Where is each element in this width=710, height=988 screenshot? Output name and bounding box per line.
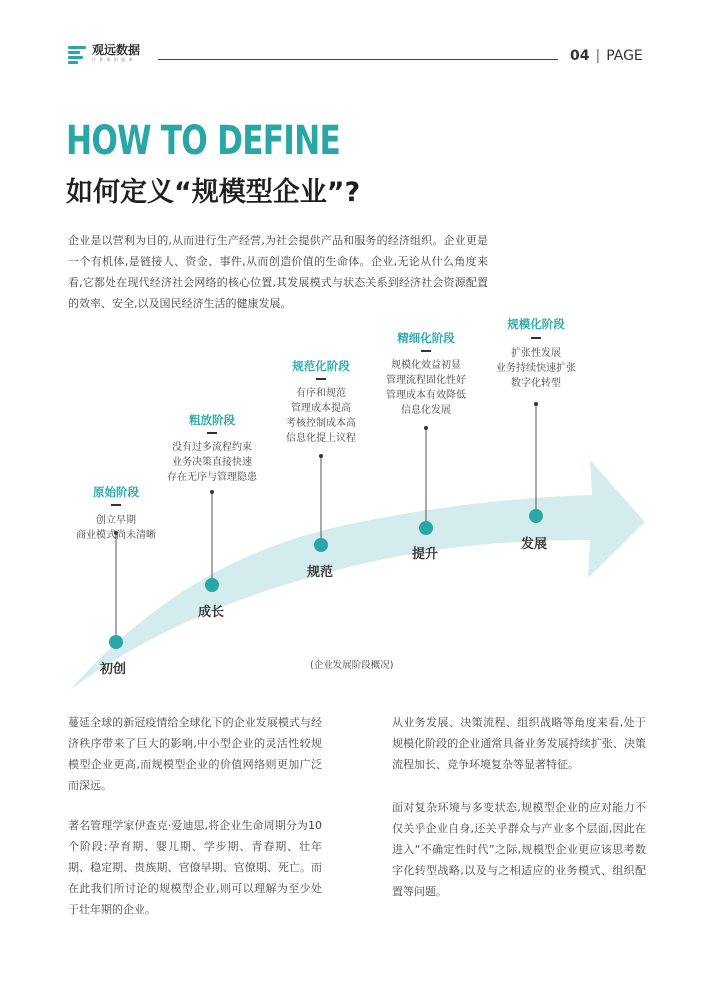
- stage-desc-1: [56, 513, 176, 543]
- stage-dash-4: [421, 350, 431, 352]
- page-separator: |: [595, 48, 601, 64]
- stage-title-4: 精细化阶段: [397, 331, 455, 345]
- stage-marker-1: [109, 635, 123, 649]
- stage-marker-3: [314, 538, 328, 552]
- stage-desc-line: 业务持续快速扩张: [496, 363, 576, 374]
- page-word: PAGE: [606, 48, 643, 64]
- stage-desc-line: 存在无序与管理隐患: [167, 472, 257, 483]
- english-title: HOW TO DEFINE: [66, 118, 340, 164]
- stage-dash-2: [207, 432, 217, 434]
- body-right-paragraph-2: 面对复杂环境与多变状态,规模型企业的应对能力不仅关乎企业自身,还关乎群众与产业多个层面,因此在进入“不确定性时代”之际,规模型企业更应该思考数字化转型战略,以及与之相适应的业务模式、组织配置等问题。: [392, 801, 646, 898]
- connector-dot-2: [210, 490, 214, 494]
- stage-desc-line: 没有过多流程约束: [172, 442, 252, 453]
- point-label-4: 提升: [412, 547, 439, 562]
- brand-slogan: 让 业 务 用 起 来: [92, 57, 134, 62]
- body-left-paragraph-2: 著名管理学家伊查克·爱迪思,将企业生命周期分为10个阶段:孕育期、婴儿期、学步期、青春期、壮年期、稳定期、贵族期、官僚早期、官僚期、死亡。而在此我们所讨论的规模型企业,则可以理解为至少处于壮年期的企业。: [68, 819, 322, 916]
- page-number: 04: [570, 48, 590, 64]
- stage-desc-2: [147, 440, 277, 485]
- connector-dot-4: [424, 426, 428, 430]
- diagram-caption: (企业发展阶段概况): [310, 660, 394, 671]
- stage-desc-line: 商业模式尚未清晰: [76, 530, 156, 541]
- stage-dash-3: [316, 378, 326, 380]
- growth-arrow-shape: [70, 460, 645, 690]
- stage-title-5: 规模化阶段: [507, 317, 565, 331]
- stage-desc-5: [471, 346, 601, 391]
- stage-marker-2: [205, 578, 219, 592]
- intro-paragraph: 企业是以营利为目的,从而进行生产经营,为社会提供产品和服务的经济组织。企业更是一个有机体,是链接人、资金、事件,从而创造价值的生命体。企业,无论从什么角度来看,它都处在现代经济社会网络的核心位置,其发展模式与状态关系到经济社会资源配置的效率、安全,以及国民经济生活的健康发展。: [68, 234, 488, 310]
- brand-name: 观远数据: [92, 43, 141, 57]
- point-label-2: 成长: [198, 605, 225, 620]
- stage-desc-line: 创立早期: [96, 515, 136, 526]
- stage-marker-5: [529, 509, 543, 523]
- stage-desc-line: 管理成本有效降低: [386, 390, 466, 401]
- stage-desc-line: 有序和规范: [296, 388, 346, 399]
- stage-desc-line: 信息化发展: [401, 405, 451, 416]
- chinese-title: 如何定义“规模型企业”?: [66, 177, 361, 208]
- stage-dash-5: [531, 337, 541, 339]
- stage-desc-line: 数字化转型: [511, 378, 561, 389]
- stage-desc-line: 管理成本提高: [291, 403, 351, 414]
- body-left-paragraph-1: 蔓延全球的新冠疫情给全球化下的企业发展模式与经济秩序带来了巨大的影响,中小型企业的灵活性较规模型企业更高,而规模型企业的价值网络则更加广泛而深远。: [68, 716, 322, 792]
- point-label-1: 初创: [100, 662, 127, 677]
- stage-desc-line: 业务决策直接快速: [172, 457, 252, 468]
- point-label-3: 规范: [307, 565, 334, 580]
- body-right-paragraph-1: 从业务发展、决策流程、组织战略等角度来看,处于规模化阶段的企业通常具备业务发展持续扩张、决策流程加长、竞争环境复杂等显著特征。: [392, 716, 646, 771]
- stage-desc-line: 信息化提上议程: [286, 433, 356, 444]
- stage-title-3: 规范化阶段: [292, 359, 350, 373]
- stage-desc-line: 考核控制成本高: [286, 418, 356, 429]
- stage-desc-line: 扩张性发展: [511, 348, 561, 359]
- stage-desc-line: 规模化效益初显: [391, 360, 461, 371]
- point-label-5: 发展: [521, 537, 548, 552]
- stage-desc-line: 管理流程固化性好: [386, 375, 466, 386]
- connector-dot-3: [319, 454, 323, 458]
- stage-title-2: 粗放阶段: [189, 413, 235, 427]
- stage-title-1: 原始阶段: [93, 485, 139, 499]
- stage-dash-1: [111, 504, 121, 506]
- connector-dot-5: [534, 402, 538, 406]
- stage-marker-4: [419, 521, 433, 535]
